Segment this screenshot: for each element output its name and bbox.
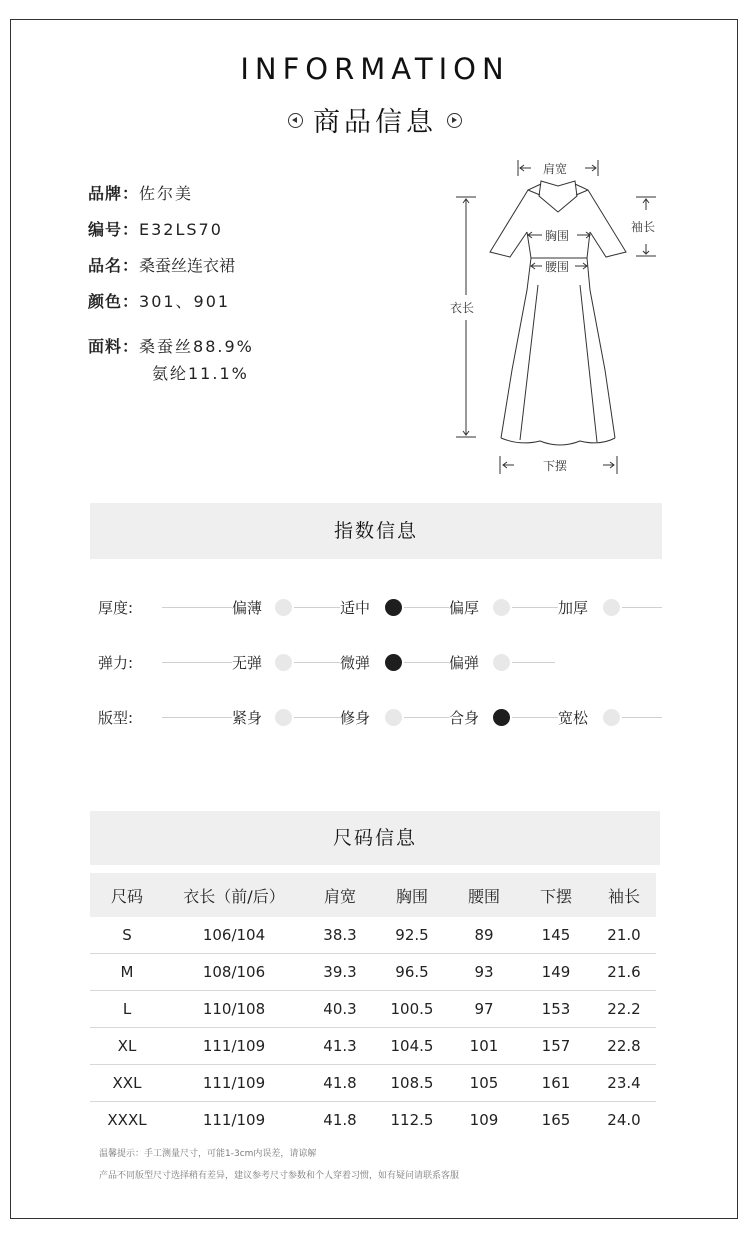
table-cell: 93 [448, 954, 520, 991]
table-cell: 101 [448, 1028, 520, 1065]
table-cell: 23.4 [592, 1065, 656, 1102]
index-option-indicator [603, 709, 620, 726]
index-option-indicator [493, 599, 510, 616]
divider [404, 607, 449, 608]
diagram-label-hem: 下摆 [543, 459, 568, 473]
fabric-row-2 [152, 364, 249, 384]
diagram-label-sleeve: 袖长 [631, 220, 656, 234]
table-cell: 40.3 [304, 991, 376, 1028]
brand-row [88, 184, 193, 204]
table-cell: 22.2 [592, 991, 656, 1028]
diagram-label-bust: 胸围 [545, 229, 570, 243]
index-option-indicator [275, 599, 292, 616]
table-cell: 41.3 [304, 1028, 376, 1065]
table-cell: 111/109 [164, 1028, 304, 1065]
table-cell: L [90, 991, 164, 1028]
table-cell: 145 [520, 917, 592, 954]
index-option: 合身 [449, 709, 480, 727]
table-cell: 92.5 [376, 917, 448, 954]
index-option: 偏厚 [449, 599, 480, 617]
size-table-header: 下摆 [520, 873, 592, 917]
divider [512, 717, 558, 718]
table-cell: 109 [469, 1111, 499, 1129]
code-value: E32LS70 [139, 220, 223, 239]
index-row-elasticity [98, 651, 664, 675]
color-row [88, 292, 230, 312]
page-subtitle [0, 100, 750, 139]
index-option: 微弹 [340, 654, 371, 672]
brand-label: 品牌： [88, 184, 140, 203]
circle-right-arrow-icon [447, 113, 462, 128]
index-option: 加厚 [558, 599, 589, 617]
divider [294, 717, 340, 718]
divider [512, 607, 558, 608]
table-row [90, 991, 656, 1028]
table-cell: 157 [520, 1028, 592, 1065]
divider [162, 717, 232, 718]
note-line-2: 产品不同版型尺寸选择稍有差异，建议参考尺寸参数和个人穿着习惯，如有疑问请联系客服 [99, 1171, 460, 1181]
index-option: 适中 [340, 599, 371, 617]
note-line-1: 温馨提示：手工测量尺寸，可能1-3cm内误差，请谅解 [99, 1149, 317, 1159]
size-table-header: 衣长（前/后） [164, 873, 304, 917]
table-row [90, 954, 656, 991]
code-label: 编号： [88, 220, 140, 239]
table-cell: 97 [448, 991, 520, 1028]
table-row [90, 1102, 656, 1139]
color-value: 301、901 [139, 292, 231, 311]
name-label: 品名： [88, 256, 140, 275]
fabric-row [88, 337, 254, 357]
table-cell: XXL [90, 1065, 164, 1102]
index-row-fit [98, 706, 664, 730]
index-option-indicator-selected [385, 599, 402, 616]
size-table-header: 袖长 [592, 873, 656, 917]
table-cell: 108/106 [164, 954, 304, 991]
index-option: 偏弹 [449, 654, 480, 672]
divider [294, 662, 340, 663]
divider [294, 607, 340, 608]
table-cell: 24.0 [607, 1111, 641, 1129]
index-option-indicator [275, 709, 292, 726]
table-cell: 106/104 [164, 917, 304, 954]
diagram-label-length: 衣长 [450, 301, 475, 315]
size-table-header: 胸围 [376, 873, 448, 917]
table-cell: 165 [541, 1111, 571, 1129]
divider [162, 662, 232, 663]
table-cell: 104.5 [376, 1028, 448, 1065]
index-option: 偏薄 [232, 599, 263, 617]
table-cell: 89 [448, 917, 520, 954]
table-cell: 41.8 [323, 1111, 357, 1129]
index-option: 无弹 [232, 654, 263, 672]
table-cell: 111/109 [202, 1111, 266, 1129]
fabric-value-2: 氨纶11.1% [152, 364, 249, 383]
index-option-indicator-selected [385, 654, 402, 671]
index-option: 紧身 [232, 709, 263, 727]
divider [512, 662, 555, 663]
table-cell: 41.8 [304, 1065, 376, 1102]
table-cell: 111/109 [164, 1065, 304, 1102]
table-cell: 110/108 [164, 991, 304, 1028]
table-cell: 112.5 [390, 1111, 434, 1129]
table-cell: XL [90, 1028, 164, 1065]
table-cell: S [90, 917, 164, 954]
name-row [88, 256, 235, 276]
brand-value: 佐尔美 [139, 184, 194, 203]
diagram-label-shoulder: 肩宽 [543, 162, 568, 176]
table-cell: 161 [520, 1065, 592, 1102]
circle-left-arrow-icon [288, 113, 303, 128]
index-option-indicator [493, 654, 510, 671]
size-table-header: 肩宽 [304, 873, 376, 917]
divider [404, 717, 449, 718]
divider [404, 662, 449, 663]
diagram-label-waist: 腰围 [545, 260, 570, 274]
name-value: 桑蚕丝连衣裙 [139, 256, 236, 275]
index-option-indicator [603, 599, 620, 616]
index-section-header: 指数信息 [90, 503, 662, 559]
fabric-value-1: 桑蚕丝88.9% [139, 337, 254, 356]
divider [622, 717, 662, 718]
table-cell: XXXL [107, 1111, 147, 1129]
index-option-indicator-selected [493, 709, 510, 726]
subtitle-text: 商品信息 [313, 107, 437, 138]
index-option: 修身 [340, 709, 371, 727]
table-cell: 149 [520, 954, 592, 991]
divider [622, 607, 662, 608]
index-option-indicator [275, 654, 292, 671]
index-row-label: 弹力: [98, 654, 134, 672]
index-row-label: 厚度: [98, 599, 134, 617]
index-row-thickness [98, 596, 664, 620]
code-row [88, 220, 223, 240]
table-cell: 22.8 [592, 1028, 656, 1065]
index-row-label: 版型: [98, 709, 134, 727]
table-row [90, 917, 656, 954]
table-cell: 38.3 [304, 917, 376, 954]
table-cell: 39.3 [304, 954, 376, 991]
table-row [90, 1028, 656, 1065]
fabric-label: 面料： [88, 337, 140, 356]
table-cell: 21.6 [592, 954, 656, 991]
table-cell: 96.5 [376, 954, 448, 991]
table-cell: 100.5 [376, 991, 448, 1028]
divider [162, 607, 232, 608]
table-cell: M [90, 954, 164, 991]
size-table-header: 尺码 [90, 873, 164, 917]
table-cell: 105 [448, 1065, 520, 1102]
index-option-indicator [385, 709, 402, 726]
dress-measurement-diagram [440, 150, 680, 490]
size-table [90, 873, 656, 1138]
table-cell: 153 [520, 991, 592, 1028]
color-label: 颜色： [88, 292, 140, 311]
table-row [90, 1065, 656, 1102]
size-section-header: 尺码信息 [90, 811, 660, 865]
size-table-header-row [90, 873, 656, 917]
index-option: 宽松 [558, 709, 589, 727]
table-cell: 21.0 [592, 917, 656, 954]
table-cell: 108.5 [376, 1065, 448, 1102]
size-table-header: 腰围 [448, 873, 520, 917]
page-title: INFORMATION [240, 52, 510, 86]
